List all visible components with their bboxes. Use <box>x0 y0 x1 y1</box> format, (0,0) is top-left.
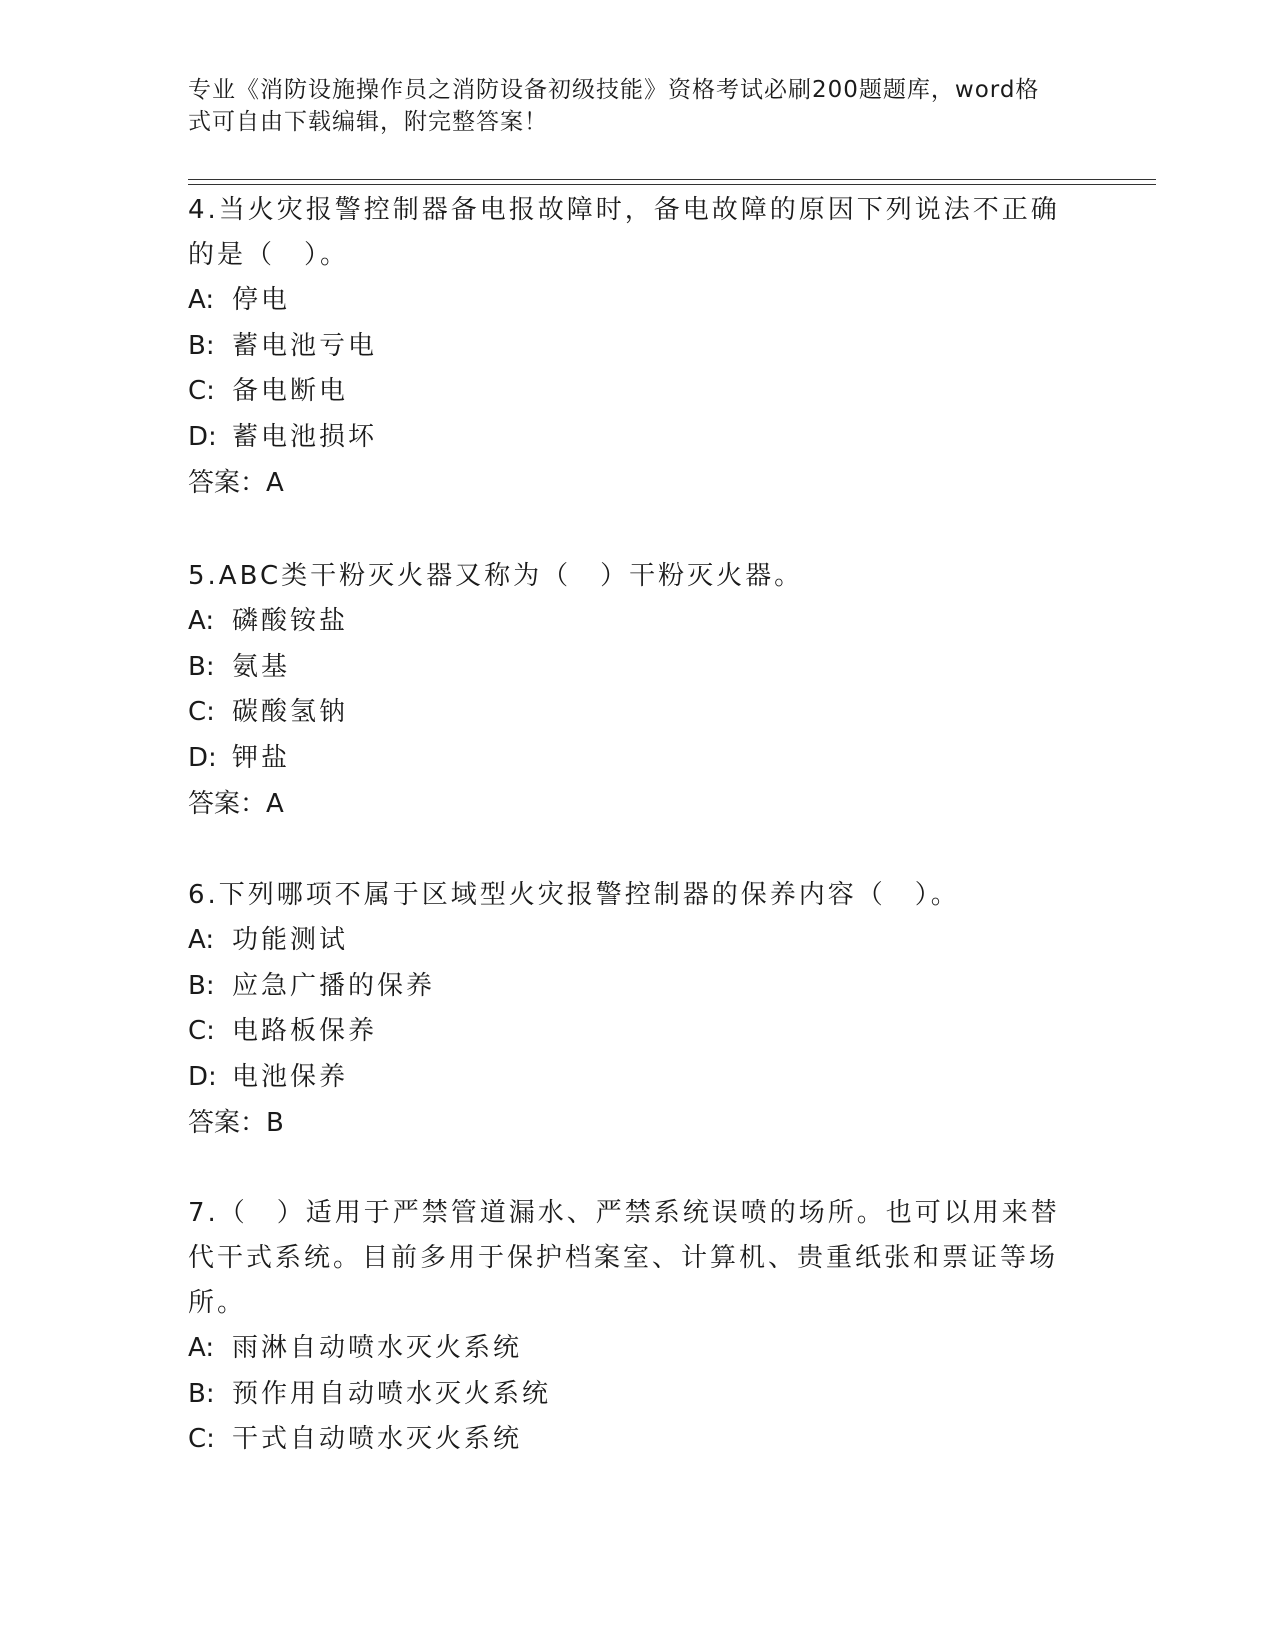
option-d <box>188 736 1068 782</box>
option-letter: D: <box>188 742 217 773</box>
option-b <box>188 324 1068 370</box>
option-letter: C: <box>188 1424 215 1454</box>
option-text: 功能测试 <box>232 925 349 955</box>
option-letter: C: <box>188 697 215 727</box>
option-text: 停电 <box>232 285 291 315</box>
option-a <box>188 918 1068 964</box>
question-7 <box>188 1191 1068 1463</box>
option-text: 雨淋自动喷水灭火系统 <box>232 1333 523 1363</box>
option-letter: C: <box>188 376 215 406</box>
option-a <box>188 599 1068 645</box>
option-letter: A: <box>188 925 215 955</box>
option-text: 应急广播的保养 <box>232 970 436 1001</box>
option-letter: B: <box>188 970 215 1001</box>
question-5 <box>188 554 1068 827</box>
option-text: 干式自动喷水灭火系统 <box>232 1424 523 1454</box>
answer-line: 答案：B <box>188 1108 284 1138</box>
option-text: 预作用自动喷水灭火系统 <box>232 1378 552 1409</box>
question-stem: 4.当火灾报警控制器备电报故障时，备电故障的原因下列说法不正确的是（ ）。 <box>188 195 1060 270</box>
option-letter: D: <box>188 1061 217 1092</box>
option-c <box>188 1009 1068 1055</box>
option-text: 蓄电池亏电 <box>232 330 378 361</box>
option-b <box>188 964 1068 1010</box>
option-text: 磷酸铵盐 <box>232 606 349 636</box>
option-a <box>188 278 1068 324</box>
question-4 <box>188 188 1068 506</box>
header-divider-bottom <box>188 184 1156 185</box>
option-c <box>188 690 1068 736</box>
option-text: 备电断电 <box>232 376 349 406</box>
option-a <box>188 1326 1068 1372</box>
option-text: 电池保养 <box>232 1061 349 1092</box>
option-letter: A: <box>188 1333 215 1363</box>
option-text: 电路板保养 <box>232 1016 378 1046</box>
header-line-1: 专业《消防设施操作员之消防设备初级技能》资格考试必刷200题题库，word格 <box>188 77 1040 103</box>
document-header <box>188 74 1068 138</box>
option-text: 蓄电池损坏 <box>232 421 378 452</box>
question-stem: 7.（ ）适用于严禁管道漏水、严禁系统误喷的场所。也可以用来替代干式系统。目前多用于保护档案室、计算机、贵重纸张和票证等场所。 <box>188 1198 1060 1318</box>
question-stem: 6.下列哪项不属于区域型火灾报警控制器的保养内容（ ）。 <box>188 880 960 910</box>
option-d <box>188 415 1068 461</box>
answer-line: 答案：A <box>188 789 284 819</box>
option-letter: B: <box>188 330 215 361</box>
question-stem: 5.ABC类干粉灭火器又称为（ ）干粉灭火器。 <box>188 561 804 591</box>
option-letter: C: <box>188 1016 215 1046</box>
option-letter: A: <box>188 606 215 636</box>
header-divider-top <box>188 179 1156 180</box>
option-d <box>188 1055 1068 1101</box>
option-b <box>188 645 1068 691</box>
option-c <box>188 369 1068 415</box>
option-c <box>188 1417 1068 1463</box>
option-text: 氨基 <box>232 651 291 682</box>
option-letter: B: <box>188 651 215 682</box>
answer-line: 答案：A <box>188 468 284 498</box>
option-text: 碳酸氢钠 <box>232 697 349 727</box>
option-b <box>188 1372 1068 1418</box>
header-line-2: 式可自由下载编辑，附完整答案！ <box>188 109 548 135</box>
question-6 <box>188 873 1068 1146</box>
option-text: 钾盐 <box>232 742 291 773</box>
option-letter: A: <box>188 285 215 315</box>
option-letter: B: <box>188 1378 215 1409</box>
option-letter: D: <box>188 421 217 452</box>
